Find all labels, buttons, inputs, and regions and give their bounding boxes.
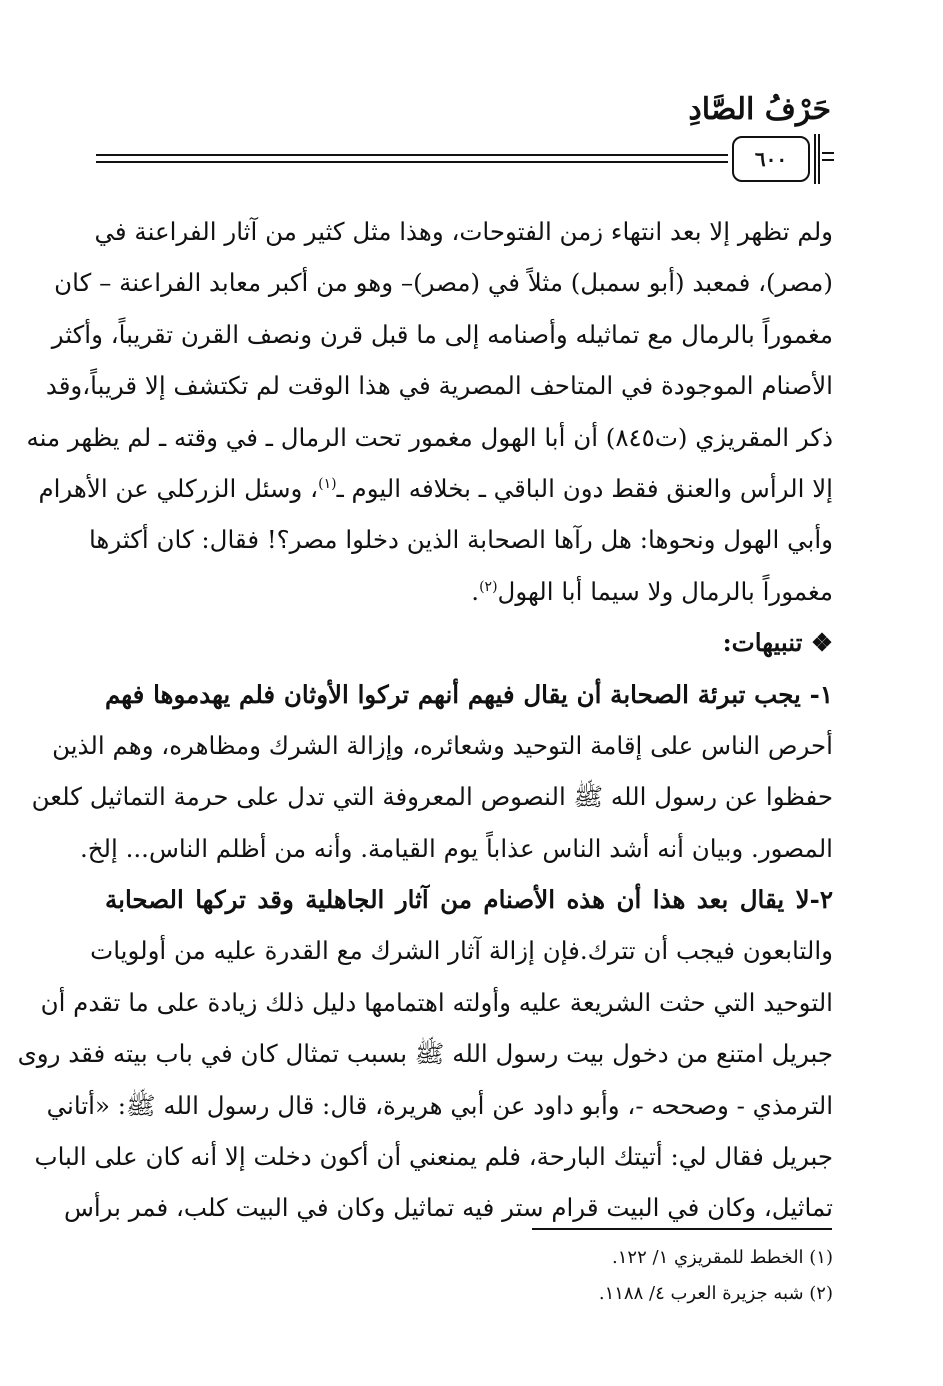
footnote-2: (٢) شبه جزيرة العرب ٤/ ١١٨٨. (598, 1283, 833, 1304)
text-line: والتابعون فيجب أن تترك.فإن إزالة آثار الشرك مع القدرة عليه من أولويات (90, 936, 833, 966)
header-double-rule (96, 152, 728, 166)
text-line: ذكر المقريزي (ت٨٤٥) أن أبا الهول مغمور تحت الرمال ـ في وقته ـ لم يظهر منه (26, 422, 833, 452)
footnotes (105, 1240, 833, 1312)
text-line: حفظوا عن رسول الله ﷺ النصوص المعروفة التي تدل على حرمة التماثيل كلعن (31, 782, 833, 812)
page-number-bracket (814, 134, 820, 184)
text-segment: . (471, 576, 480, 606)
text-line: جبريل امتنع من دخول بيت رسول الله ﷺ بسبب تمثال كان في باب بيته فقد روى (17, 1039, 833, 1069)
text-line: إلا الرأس والعنق فقط دون الباقي ـ بخلافه اليوم ـ$^{(١)}$، وسئل الزركلي عن الأهرام (38, 473, 833, 503)
text-line: أحرص الناس على إقامة التوحيد وشعائره، وإزالة الشرك ومظاهره، وهم الذين (52, 730, 833, 760)
header-rule-bottom (96, 161, 728, 163)
text-line: (مصر)، فمعبد (أبو سمبل) مثلاً في (مصر)– وهو من أكبر معابد الفراعنة – كان (54, 268, 833, 298)
text-line: مغموراً بالرمال مع تماثيله وأصنامه إلى ما قبل قرن ونصف القرن تقريباً، وأكثر (51, 319, 833, 349)
text-line: جبريل فقال لي: أتيتك البارحة، فلم يمنعني أن أكون دخلت إلا أنه كان على الباب (34, 1142, 833, 1172)
text-line: الأصنام الموجودة في المتاحف المصرية في هذا الوقت لم تكتشف إلا قريباً،وقد (45, 371, 833, 401)
footnote-ref-2[interactable]: (٢) (479, 578, 498, 595)
header-rule-end-mark (822, 150, 834, 164)
page-number: ٦٠٠ (732, 136, 810, 182)
footnote-ref-1[interactable]: (١) (318, 475, 337, 492)
header-rule-top (96, 154, 728, 156)
main-text (17, 206, 833, 1234)
text-line: وأبي الهول ونحوها: هل رآها الصحابة الذين دخلوا مصر؟! فقال: كان أكثرها (88, 525, 833, 555)
text-segment: إلا الرأس والعنق فقط دون الباقي ـ بخلافه اليوم ـ (336, 473, 833, 503)
text-line: ولم تظهر إلا بعد انتهاء زمن الفتوحات، وهذا مثل كثير من آثار الفراعنة في (94, 217, 833, 246)
text-line: ٢-لا يقال بعد هذا أن هذه الأصنام من آثار الجاهلية وقد تركها الصحابة (105, 885, 833, 915)
section-heading: ❖ تنبيهات: (722, 628, 833, 658)
text-line: التوحيد التي حثت الشريعة عليه وأولته اهتمامها دليل ذلك زيادة على ما تقدم أن (40, 987, 833, 1017)
text-line (105, 566, 833, 617)
text-segment: وسئل الزركلي عن الأهرام (38, 473, 303, 503)
text-line: تماثيل، وكان في البيت قرام ستر فيه تماثيل وكان في البيت كلب، فمر برأس (63, 1193, 833, 1223)
text-segment: مغموراً بالرمال ولا سيما أبا الهول (497, 576, 833, 606)
text-line: ١- يجب تبرئة الصحابة أن يقال فيهم أنهم تركوا الأوثان فلم يهدموها فهم (105, 679, 833, 709)
footnote-1: (١) الخطط للمقريزي ١/ ١٢٢. (612, 1247, 833, 1268)
running-title: حَرْفُ الصَّادِ (688, 92, 831, 127)
text-line: المصور. وبيان أنه أشد الناس عذاباً يوم القيامة. وأنه من أظلم الناس... إلخ. (79, 833, 833, 863)
footnote-separator (532, 1228, 832, 1230)
text-line: الترمذي - وصححه -، وأبو داود عن أبي هريرة، قال: قال رسول الله ﷺ: «أتاني (46, 1090, 833, 1120)
